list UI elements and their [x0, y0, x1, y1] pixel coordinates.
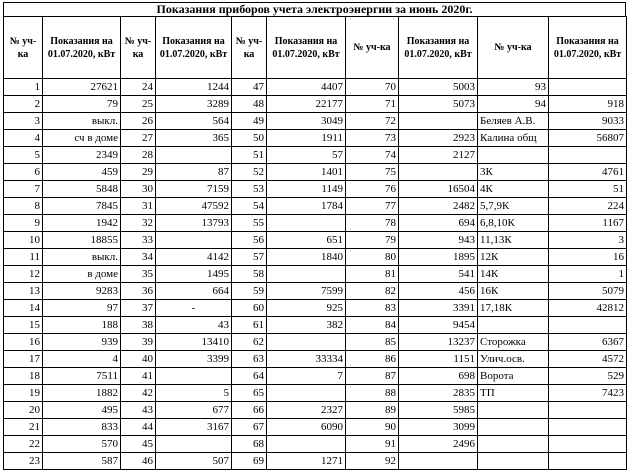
- reading-cell[interactable]: 4: [43, 351, 121, 368]
- reading-cell[interactable]: [399, 164, 478, 181]
- plot-number-cell[interactable]: 14К: [478, 266, 549, 283]
- plot-number-cell[interactable]: 16: [4, 334, 43, 351]
- reading-cell[interactable]: 16: [549, 249, 627, 266]
- plot-number-cell[interactable]: 84: [346, 317, 399, 334]
- plot-number-cell[interactable]: 56: [232, 232, 267, 249]
- plot-number-cell[interactable]: [478, 317, 549, 334]
- reading-cell[interactable]: 56807: [549, 130, 627, 147]
- reading-cell[interactable]: 1149: [267, 181, 346, 198]
- plot-number-cell[interactable]: 13: [4, 283, 43, 300]
- reading-cell[interactable]: [549, 317, 627, 334]
- reading-cell[interactable]: [549, 147, 627, 164]
- reading-cell[interactable]: 5073: [399, 96, 478, 113]
- reading-cell[interactable]: 2127: [399, 147, 478, 164]
- reading-cell[interactable]: [549, 402, 627, 419]
- reading-cell[interactable]: 13237: [399, 334, 478, 351]
- table-row: [4, 198, 627, 215]
- reading-cell[interactable]: 7159: [156, 181, 232, 198]
- reading-cell[interactable]: 3289: [156, 96, 232, 113]
- plot-number-cell[interactable]: 35: [121, 266, 156, 283]
- table-row: [4, 130, 627, 147]
- plot-number-cell[interactable]: 80: [346, 249, 399, 266]
- reading-cell[interactable]: 42812: [549, 300, 627, 317]
- reading-cell[interactable]: 1: [549, 266, 627, 283]
- reading-cell[interactable]: 3399: [156, 351, 232, 368]
- reading-cell[interactable]: выкл.: [43, 249, 121, 266]
- reading-cell[interactable]: 51: [549, 181, 627, 198]
- plot-number-cell[interactable]: 66: [232, 402, 267, 419]
- plot-number-cell[interactable]: 88: [346, 385, 399, 402]
- plot-number-cell[interactable]: 5: [4, 147, 43, 164]
- plot-number-cell[interactable]: 14: [4, 300, 43, 317]
- reading-cell[interactable]: сч в доме: [43, 130, 121, 147]
- reading-cell[interactable]: 7599: [267, 283, 346, 300]
- reading-cell[interactable]: 33334: [267, 351, 346, 368]
- reading-cell[interactable]: 2923: [399, 130, 478, 147]
- plot-number-cell[interactable]: 7: [4, 181, 43, 198]
- table-row: [4, 181, 627, 198]
- col-header-plot-number: № уч-ка: [121, 17, 156, 79]
- reading-cell[interactable]: 694: [399, 215, 478, 232]
- plot-number-cell[interactable]: 51: [232, 147, 267, 164]
- col-header-reading: Показания на 01.07.2020, кВт: [43, 17, 121, 79]
- plot-number-cell[interactable]: 48: [232, 96, 267, 113]
- plot-number-cell[interactable]: 5,7,9К: [478, 198, 549, 215]
- plot-number-cell[interactable]: 70: [346, 79, 399, 96]
- plot-number-cell[interactable]: 10: [4, 232, 43, 249]
- plot-number-cell[interactable]: 11: [4, 249, 43, 266]
- plot-number-cell[interactable]: 18: [4, 368, 43, 385]
- table-row: [4, 215, 627, 232]
- plot-number-cell[interactable]: 16К: [478, 283, 549, 300]
- reading-cell[interactable]: 1895: [399, 249, 478, 266]
- plot-number-cell[interactable]: 79: [346, 232, 399, 249]
- reading-cell[interactable]: 3391: [399, 300, 478, 317]
- plot-number-cell[interactable]: 77: [346, 198, 399, 215]
- reading-cell[interactable]: 3099: [399, 419, 478, 436]
- reading-cell[interactable]: 833: [43, 419, 121, 436]
- reading-cell[interactable]: 7423: [549, 385, 627, 402]
- plot-number-cell[interactable]: 8: [4, 198, 43, 215]
- plot-number-cell[interactable]: Калина общ: [478, 130, 549, 147]
- reading-cell[interactable]: 677: [156, 402, 232, 419]
- plot-number-cell[interactable]: 46: [121, 453, 156, 470]
- plot-number-cell[interactable]: 4К: [478, 181, 549, 198]
- reading-cell[interactable]: 4407: [267, 79, 346, 96]
- table-row: [4, 249, 627, 266]
- reading-cell[interactable]: 939: [43, 334, 121, 351]
- plot-number-cell[interactable]: 69: [232, 453, 267, 470]
- reading-cell[interactable]: 1840: [267, 249, 346, 266]
- reading-cell[interactable]: 5848: [43, 181, 121, 198]
- reading-cell[interactable]: [156, 147, 232, 164]
- reading-cell[interactable]: 2482: [399, 198, 478, 215]
- reading-cell[interactable]: 459: [43, 164, 121, 181]
- reading-cell[interactable]: 224: [549, 198, 627, 215]
- reading-cell[interactable]: 7845: [43, 198, 121, 215]
- header-row: [4, 17, 627, 79]
- reading-cell[interactable]: -: [156, 300, 232, 317]
- reading-cell[interactable]: [399, 113, 478, 130]
- table-row: [4, 436, 627, 453]
- reading-cell[interactable]: 382: [267, 317, 346, 334]
- col-header-reading: Показания на 01.07.2020, кВт: [399, 17, 478, 79]
- plot-number-cell[interactable]: 27: [121, 130, 156, 147]
- plot-number-cell[interactable]: 47: [232, 79, 267, 96]
- col-header-reading: Показания на 01.07.2020, кВт: [156, 17, 232, 79]
- plot-number-cell[interactable]: Улич.осв.: [478, 351, 549, 368]
- table-row: [4, 283, 627, 300]
- plot-number-cell[interactable]: 50: [232, 130, 267, 147]
- plot-number-cell[interactable]: 19: [4, 385, 43, 402]
- reading-cell[interactable]: 1784: [267, 198, 346, 215]
- plot-number-cell[interactable]: 72: [346, 113, 399, 130]
- table-row: [4, 419, 627, 436]
- reading-cell[interactable]: выкл.: [43, 113, 121, 130]
- plot-number-cell[interactable]: 22: [4, 436, 43, 453]
- plot-number-cell[interactable]: [478, 147, 549, 164]
- reading-cell[interactable]: [267, 215, 346, 232]
- plot-number-cell[interactable]: 94: [478, 96, 549, 113]
- plot-number-cell[interactable]: 41: [121, 368, 156, 385]
- plot-number-cell[interactable]: 73: [346, 130, 399, 147]
- plot-number-cell[interactable]: 28: [121, 147, 156, 164]
- plot-number-cell[interactable]: 64: [232, 368, 267, 385]
- reading-cell[interactable]: в доме: [43, 266, 121, 283]
- table-row: [4, 300, 627, 317]
- plot-number-cell[interactable]: 90: [346, 419, 399, 436]
- plot-number-cell[interactable]: 53: [232, 181, 267, 198]
- plot-number-cell[interactable]: 25: [121, 96, 156, 113]
- reading-cell[interactable]: 6090: [267, 419, 346, 436]
- plot-number-cell[interactable]: 17,18К: [478, 300, 549, 317]
- reading-cell[interactable]: 570: [43, 436, 121, 453]
- plot-number-cell[interactable]: 92: [346, 453, 399, 470]
- table-row: [4, 453, 627, 470]
- plot-number-cell[interactable]: 39: [121, 334, 156, 351]
- reading-cell[interactable]: 456: [399, 283, 478, 300]
- table-row: [4, 385, 627, 402]
- reading-cell[interactable]: 9283: [43, 283, 121, 300]
- table-row: [4, 351, 627, 368]
- table-row: [4, 147, 627, 164]
- reading-cell[interactable]: 9454: [399, 317, 478, 334]
- reading-cell[interactable]: 7: [267, 368, 346, 385]
- table-row: [4, 368, 627, 385]
- plot-number-cell[interactable]: 17: [4, 351, 43, 368]
- reading-cell[interactable]: 79: [43, 96, 121, 113]
- reading-cell[interactable]: [549, 419, 627, 436]
- plot-number-cell[interactable]: 63: [232, 351, 267, 368]
- reading-cell[interactable]: 3049: [267, 113, 346, 130]
- reading-cell[interactable]: [156, 232, 232, 249]
- reading-cell[interactable]: 2327: [267, 402, 346, 419]
- plot-number-cell[interactable]: 4: [4, 130, 43, 147]
- reading-cell[interactable]: 4572: [549, 351, 627, 368]
- plot-number-cell[interactable]: 52: [232, 164, 267, 181]
- plot-number-cell[interactable]: Ворота: [478, 368, 549, 385]
- plot-number-cell[interactable]: 3: [4, 113, 43, 130]
- col-header-plot-number: № уч-ка: [346, 17, 399, 79]
- plot-number-cell[interactable]: 6,8,10К: [478, 215, 549, 232]
- plot-number-cell[interactable]: 42: [121, 385, 156, 402]
- reading-cell[interactable]: 5: [156, 385, 232, 402]
- reading-cell[interactable]: 507: [156, 453, 232, 470]
- reading-cell[interactable]: 529: [549, 368, 627, 385]
- table-row: [4, 113, 627, 130]
- plot-number-cell[interactable]: 75: [346, 164, 399, 181]
- reading-cell[interactable]: 6367: [549, 334, 627, 351]
- reading-cell[interactable]: 5079: [549, 283, 627, 300]
- reading-cell[interactable]: 541: [399, 266, 478, 283]
- plot-number-cell[interactable]: 76: [346, 181, 399, 198]
- plot-number-cell[interactable]: 15: [4, 317, 43, 334]
- sheet-title: Показания приборов учета электроэнергии за июнь 2020г.: [3, 2, 626, 17]
- plot-number-cell[interactable]: [478, 402, 549, 419]
- reading-cell[interactable]: [267, 334, 346, 351]
- table-row: [4, 266, 627, 283]
- reading-cell[interactable]: 1911: [267, 130, 346, 147]
- col-header-plot-number: № уч-ка: [478, 17, 549, 79]
- reading-cell[interactable]: 2835: [399, 385, 478, 402]
- plot-number-cell[interactable]: Беляев А.В.: [478, 113, 549, 130]
- plot-number-cell[interactable]: 89: [346, 402, 399, 419]
- col-header-reading: Показания на 01.07.2020, кВт: [267, 17, 346, 79]
- reading-cell[interactable]: 22177: [267, 96, 346, 113]
- plot-number-cell[interactable]: 54: [232, 198, 267, 215]
- reading-cell[interactable]: 918: [549, 96, 627, 113]
- plot-number-cell[interactable]: 38: [121, 317, 156, 334]
- reading-cell[interactable]: 564: [156, 113, 232, 130]
- plot-number-cell[interactable]: 33: [121, 232, 156, 249]
- reading-cell[interactable]: 4142: [156, 249, 232, 266]
- plot-number-cell[interactable]: 45: [121, 436, 156, 453]
- plot-number-cell[interactable]: 44: [121, 419, 156, 436]
- plot-number-cell[interactable]: 11,13К: [478, 232, 549, 249]
- reading-cell[interactable]: 1882: [43, 385, 121, 402]
- plot-number-cell[interactable]: 37: [121, 300, 156, 317]
- plot-number-cell[interactable]: 74: [346, 147, 399, 164]
- plot-number-cell[interactable]: 31: [121, 198, 156, 215]
- reading-cell[interactable]: 18855: [43, 232, 121, 249]
- reading-cell[interactable]: 495: [43, 402, 121, 419]
- spreadsheet: [3, 0, 626, 467]
- reading-cell[interactable]: 87: [156, 164, 232, 181]
- plot-number-cell[interactable]: 86: [346, 351, 399, 368]
- plot-number-cell[interactable]: 26: [121, 113, 156, 130]
- reading-cell[interactable]: 2496: [399, 436, 478, 453]
- plot-number-cell[interactable]: 6: [4, 164, 43, 181]
- reading-cell[interactable]: 97: [43, 300, 121, 317]
- reading-cell[interactable]: 587: [43, 453, 121, 470]
- plot-number-cell[interactable]: 9: [4, 215, 43, 232]
- reading-cell[interactable]: 9033: [549, 113, 627, 130]
- reading-cell[interactable]: 1271: [267, 453, 346, 470]
- plot-number-cell[interactable]: 2: [4, 96, 43, 113]
- plot-number-cell[interactable]: 61: [232, 317, 267, 334]
- reading-cell[interactable]: 5985: [399, 402, 478, 419]
- plot-number-cell[interactable]: 30: [121, 181, 156, 198]
- plot-number-cell[interactable]: 78: [346, 215, 399, 232]
- plot-number-cell[interactable]: Сторожка: [478, 334, 549, 351]
- plot-number-cell[interactable]: 87: [346, 368, 399, 385]
- plot-number-cell[interactable]: 85: [346, 334, 399, 351]
- plot-number-cell[interactable]: 23: [4, 453, 43, 470]
- plot-number-cell[interactable]: 20: [4, 402, 43, 419]
- reading-cell[interactable]: 3167: [156, 419, 232, 436]
- reading-cell[interactable]: 5003: [399, 79, 478, 96]
- table-row: [4, 164, 627, 181]
- reading-cell[interactable]: 57: [267, 147, 346, 164]
- reading-cell[interactable]: 1167: [549, 215, 627, 232]
- reading-cell[interactable]: 188: [43, 317, 121, 334]
- reading-cell[interactable]: 3: [549, 232, 627, 249]
- reading-cell[interactable]: [549, 79, 627, 96]
- col-header-plot-number: № уч-ка: [4, 17, 43, 79]
- plot-number-cell[interactable]: 32: [121, 215, 156, 232]
- plot-number-cell[interactable]: 67: [232, 419, 267, 436]
- reading-cell[interactable]: [267, 266, 346, 283]
- reading-cell[interactable]: 1401: [267, 164, 346, 181]
- plot-number-cell[interactable]: 62: [232, 334, 267, 351]
- reading-cell[interactable]: 16504: [399, 181, 478, 198]
- reading-cell[interactable]: 1495: [156, 266, 232, 283]
- plot-number-cell[interactable]: 91: [346, 436, 399, 453]
- reading-cell[interactable]: [156, 436, 232, 453]
- table-row: [4, 79, 627, 96]
- plot-number-cell[interactable]: 55: [232, 215, 267, 232]
- readings-table: [3, 16, 627, 470]
- reading-cell[interactable]: 4761: [549, 164, 627, 181]
- reading-cell[interactable]: 13410: [156, 334, 232, 351]
- table-row: [4, 317, 627, 334]
- reading-cell[interactable]: [549, 453, 627, 470]
- plot-number-cell[interactable]: [478, 436, 549, 453]
- reading-cell[interactable]: 1151: [399, 351, 478, 368]
- plot-number-cell[interactable]: 59: [232, 283, 267, 300]
- plot-number-cell[interactable]: 36: [121, 283, 156, 300]
- reading-cell[interactable]: 698: [399, 368, 478, 385]
- reading-cell[interactable]: [267, 436, 346, 453]
- reading-cell[interactable]: 13793: [156, 215, 232, 232]
- plot-number-cell[interactable]: [478, 419, 549, 436]
- reading-cell[interactable]: 43: [156, 317, 232, 334]
- plot-number-cell[interactable]: 83: [346, 300, 399, 317]
- plot-number-cell[interactable]: 34: [121, 249, 156, 266]
- plot-number-cell[interactable]: 60: [232, 300, 267, 317]
- plot-number-cell[interactable]: 93: [478, 79, 549, 96]
- table-row: [4, 96, 627, 113]
- reading-cell[interactable]: [399, 453, 478, 470]
- reading-cell[interactable]: 925: [267, 300, 346, 317]
- reading-cell[interactable]: 27621: [43, 79, 121, 96]
- plot-number-cell[interactable]: 43: [121, 402, 156, 419]
- plot-number-cell[interactable]: 49: [232, 113, 267, 130]
- reading-cell[interactable]: 2349: [43, 147, 121, 164]
- plot-number-cell[interactable]: 40: [121, 351, 156, 368]
- plot-number-cell[interactable]: 12: [4, 266, 43, 283]
- plot-number-cell[interactable]: ТП: [478, 385, 549, 402]
- reading-cell[interactable]: 664: [156, 283, 232, 300]
- plot-number-cell[interactable]: 21: [4, 419, 43, 436]
- plot-number-cell[interactable]: 1: [4, 79, 43, 96]
- reading-cell[interactable]: 1942: [43, 215, 121, 232]
- plot-number-cell[interactable]: 29: [121, 164, 156, 181]
- col-header-plot-number: № уч-ка: [232, 17, 267, 79]
- reading-cell[interactable]: 47592: [156, 198, 232, 215]
- plot-number-cell[interactable]: 12К: [478, 249, 549, 266]
- plot-number-cell[interactable]: 82: [346, 283, 399, 300]
- plot-number-cell[interactable]: [478, 453, 549, 470]
- plot-number-cell[interactable]: 81: [346, 266, 399, 283]
- plot-number-cell[interactable]: 57: [232, 249, 267, 266]
- table-row: [4, 232, 627, 249]
- reading-cell[interactable]: [267, 385, 346, 402]
- reading-cell[interactable]: 1244: [156, 79, 232, 96]
- reading-cell[interactable]: 651: [267, 232, 346, 249]
- plot-number-cell[interactable]: 24: [121, 79, 156, 96]
- reading-cell[interactable]: 7511: [43, 368, 121, 385]
- plot-number-cell[interactable]: 3К: [478, 164, 549, 181]
- reading-cell[interactable]: 943: [399, 232, 478, 249]
- reading-cell[interactable]: [549, 436, 627, 453]
- plot-number-cell[interactable]: 65: [232, 385, 267, 402]
- reading-cell[interactable]: [156, 368, 232, 385]
- col-header-reading: Показания на 01.07.2020, кВт: [549, 17, 627, 79]
- table-row: [4, 402, 627, 419]
- table-body: [4, 79, 627, 470]
- table-row: [4, 334, 627, 351]
- plot-number-cell[interactable]: 68: [232, 436, 267, 453]
- plot-number-cell[interactable]: 71: [346, 96, 399, 113]
- reading-cell[interactable]: 365: [156, 130, 232, 147]
- plot-number-cell[interactable]: 58: [232, 266, 267, 283]
